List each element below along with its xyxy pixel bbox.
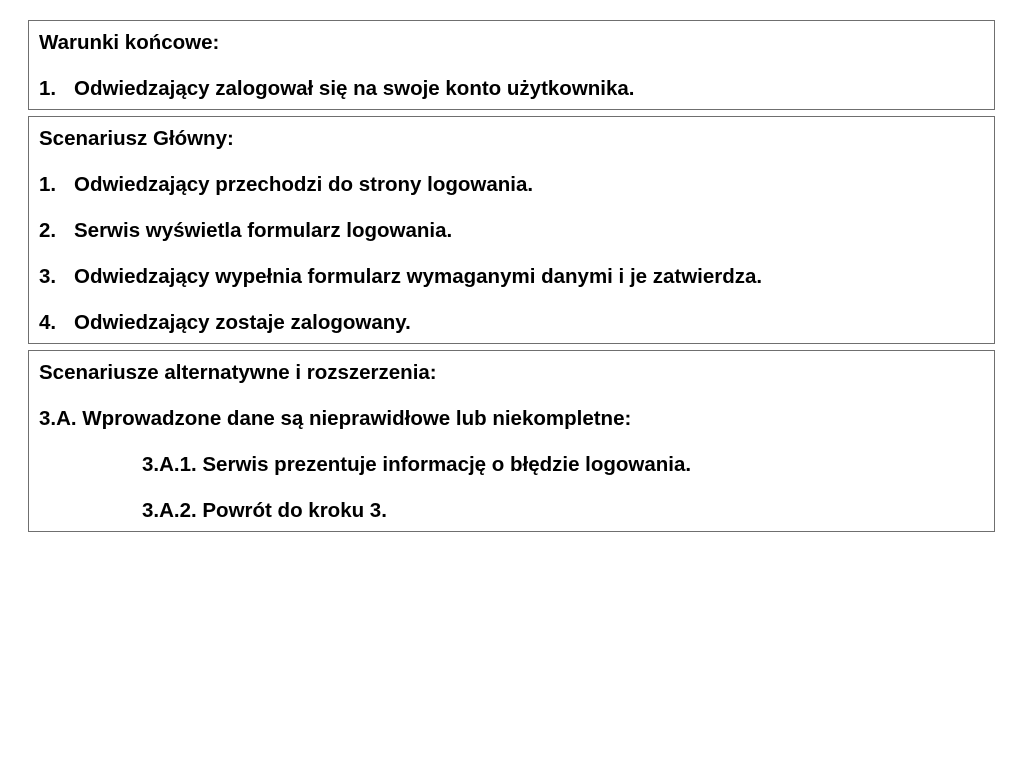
- item-text: Odwiedzający przechodzi do strony logowania.: [74, 173, 534, 196]
- main-scenario-item: [39, 173, 533, 197]
- item-number: 1.: [39, 77, 57, 100]
- alternative-scenarios-heading: Scenariusze alternatywne i rozszerzenia:: [39, 361, 437, 384]
- alternative-case: 3.A. Wprowadzone dane są nieprawidłowe lub niekompletne:: [39, 407, 632, 430]
- main-scenario-item: [39, 311, 411, 335]
- final-conditions-item: [39, 77, 634, 101]
- item-number: 3.: [39, 265, 57, 288]
- alternative-subitem: 3.A.1. Serwis prezentuje informację o błędzie logowania.: [142, 453, 692, 476]
- final-conditions-heading: Warunki końcowe:: [39, 31, 220, 54]
- main-scenario-heading: Scenariusz Główny:: [39, 127, 234, 150]
- main-scenario-item: [39, 219, 452, 243]
- alternative-scenarios-section: [28, 350, 995, 532]
- item-number: 2.: [39, 219, 57, 242]
- alternative-subitem: 3.A.2. Powrót do kroku 3.: [142, 499, 387, 522]
- item-text: Odwiedzający zalogował się na swoje konto użytkownika.: [74, 77, 635, 100]
- main-scenario-item: [39, 265, 762, 289]
- final-conditions-section: [28, 20, 995, 110]
- item-text: Odwiedzający wypełnia formularz wymaganymi danymi i je zatwierdza.: [74, 265, 763, 288]
- item-number: 4.: [39, 311, 57, 334]
- item-text: Odwiedzający zostaje zalogowany.: [74, 311, 411, 334]
- item-text: Serwis wyświetla formularz logowania.: [74, 219, 453, 242]
- main-scenario-section: [28, 116, 995, 344]
- item-number: 1.: [39, 173, 57, 196]
